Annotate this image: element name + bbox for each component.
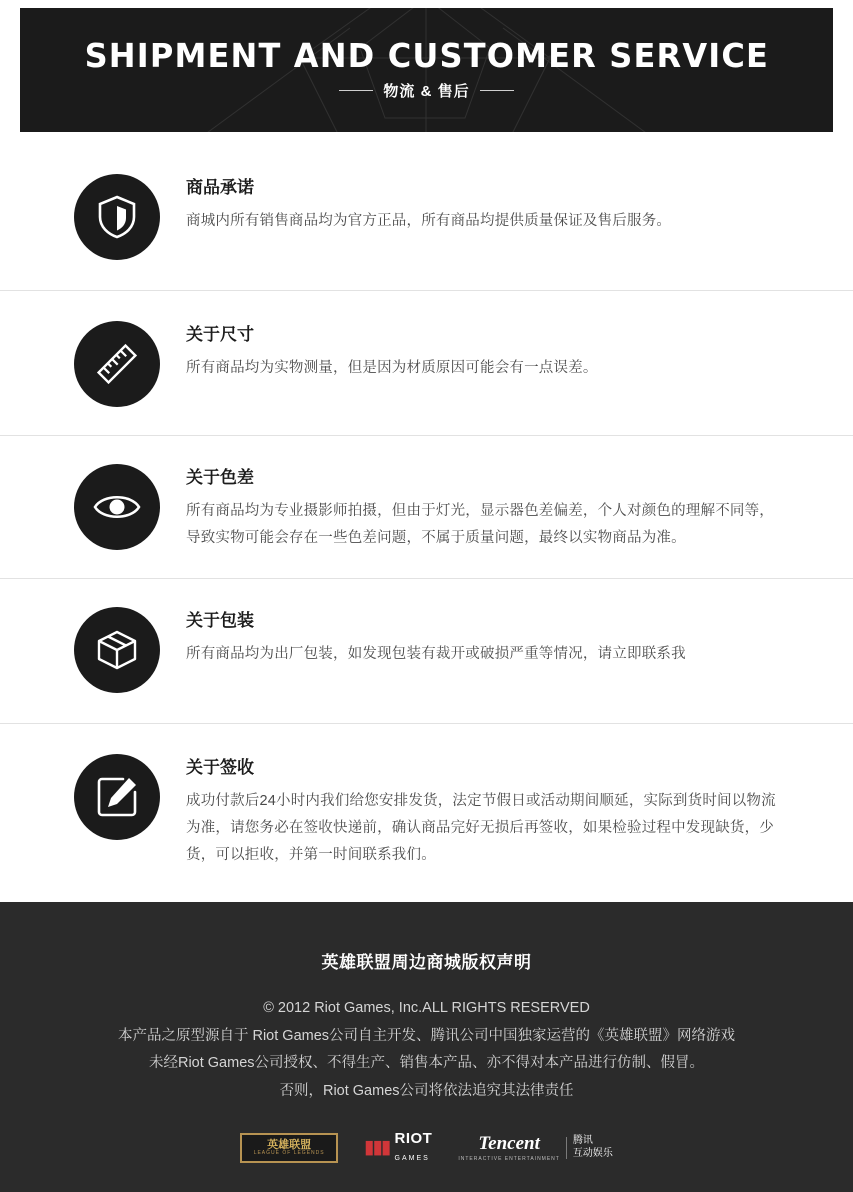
riot-mark-icon: ▮▮▮: [364, 1137, 390, 1159]
list-item-desc: 所有商品均为出厂包装，如发现包装有裁开或破损严重等情况，请立即联系我: [186, 646, 686, 663]
list-item-text: [186, 462, 779, 552]
list-item: [0, 724, 853, 903]
list-item-text: [186, 752, 779, 869]
list-item: [0, 436, 853, 579]
lol-logo-cn: 英雄联盟: [267, 1138, 312, 1151]
list-item-title: 商品承诺: [186, 178, 254, 197]
riot-games-logo: [364, 1131, 432, 1165]
eye-icon-glyph: [93, 490, 141, 524]
list-item: [0, 132, 853, 291]
tencent-logo-cn: [573, 1135, 613, 1160]
footer-logos: [0, 1131, 853, 1165]
league-of-legends-logo: [240, 1133, 338, 1163]
tencent-logo-en: Tencent: [478, 1132, 540, 1154]
shield-icon: [74, 174, 160, 260]
list-item: [0, 291, 853, 436]
page-header: [20, 8, 833, 132]
footer-legal-line-2: 未经Riot Games公司授权、不得生产、销售本产品、亦不得对本产品进行仿制、假冒。: [148, 1055, 705, 1072]
tencent-logo-divider: [566, 1137, 567, 1159]
footer-legal-line-3: 否则，Riot Games公司将依法追究其法律责任: [279, 1082, 574, 1099]
riot-logo-text: [395, 1131, 433, 1165]
list-item-desc: 所有商品均为专业摄影师拍摄，但由于灯光，显示器色差偏差，个人对颜色的理解不同等，导致实物可能会存在一些色差问题，不属于质量问题，最终以实物商品为准。: [186, 503, 774, 547]
tencent-logo: [458, 1134, 613, 1162]
riot-logo-small: GAMES: [394, 1154, 430, 1162]
list-item: [0, 579, 853, 724]
tencent-logo-cn-1: 腾讯: [572, 1135, 593, 1147]
list-item-title: 关于色差: [186, 468, 254, 487]
tencent-logo-en-block: [458, 1134, 560, 1162]
footer-copyright-line: © 2012 Riot Games, Inc.ALL RIGHTS RESERVED: [263, 1000, 590, 1016]
list-item-title: 关于尺寸: [186, 325, 254, 344]
header-subtitle-row: [339, 80, 513, 101]
header-subtitle: 物流 & 售后: [383, 83, 470, 100]
box-icon: [74, 607, 160, 693]
list-item-text: [186, 605, 779, 668]
ruler-icon: [74, 321, 160, 407]
page-title: SHIPMENT AND CUSTOMER SERVICE: [84, 36, 769, 75]
sign-icon-glyph: [96, 776, 138, 818]
tencent-logo-cn-2: 互动娱乐: [572, 1147, 613, 1159]
eye-icon: [74, 464, 160, 550]
list-item-desc: 所有商品均为实物测量，但是因为材质原因可能会有一点误差。: [186, 360, 598, 377]
list-item-desc: 成功付款后24小时内我们给您安排发货，法定节假日或活动期间顺延，实际到货时间以物流为准，请您务必在签收快递前，确认商品完好无损后再签收，如果检验过程中发现缺货，少货，可以拒收，并第一时间联系我们。: [186, 793, 776, 864]
list-item-title: 关于签收: [186, 758, 254, 778]
list-item-text: [186, 172, 779, 235]
footer-legal-line-1: 本产品之原型源自于 Riot Games公司自主开发、腾讯公司中国独家运营的《英雄联盟》网络游戏: [117, 1027, 736, 1044]
ruler-icon-glyph: [95, 342, 139, 386]
list-item-text: [186, 319, 779, 382]
page-footer: [0, 902, 853, 1192]
lol-logo-en: LEAGUE OF LEGENDS: [253, 1150, 325, 1157]
riot-logo-big: RIOT: [394, 1130, 433, 1148]
tencent-logo-en-sub: INTERACTIVE ENTERTAINMENT: [458, 1155, 560, 1162]
box-icon-glyph: [95, 628, 139, 672]
list-item-title: 关于包装: [186, 611, 254, 631]
rule-left: [339, 90, 373, 91]
list-item-desc: 商城内所有销售商品均为官方正品，所有商品均提供质量保证及售后服务。: [186, 213, 672, 230]
sign-icon: [74, 754, 160, 840]
footer-title: 英雄联盟周边商城版权声明: [321, 953, 532, 972]
shield-icon-glyph: [97, 195, 137, 239]
rule-right: [480, 90, 514, 91]
service-list: [0, 132, 853, 903]
